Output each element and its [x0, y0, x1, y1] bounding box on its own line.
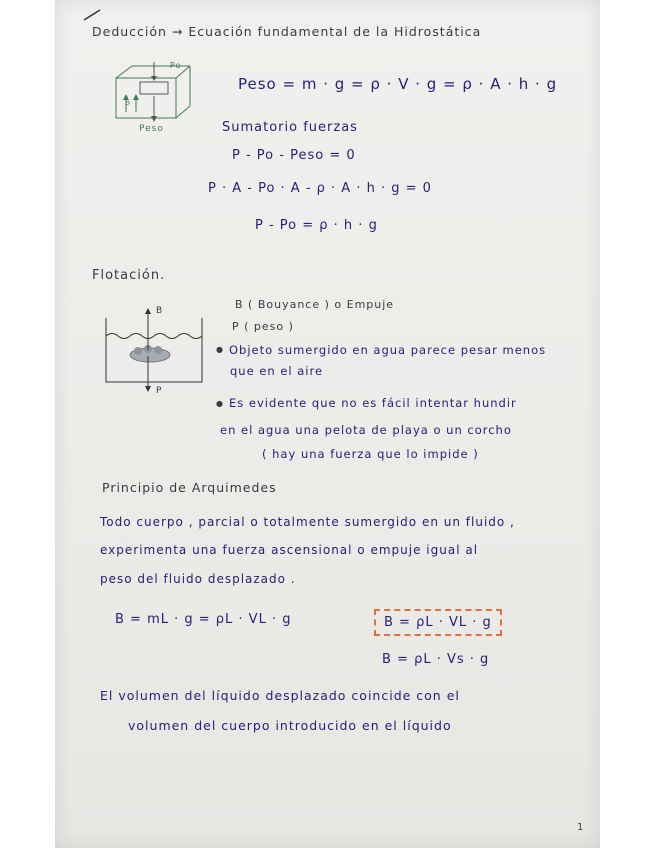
- definition-weight: P ( peso ): [232, 320, 294, 333]
- principle-line-1: Todo cuerpo , parcial o totalmente sumergido en un fluido ,: [100, 515, 515, 529]
- subtitle-sum-forces: Sumatorio fuerzas: [222, 120, 358, 135]
- pen-stroke-mark: [82, 8, 102, 22]
- bullet1-line1: Objeto sumergido en agua parece pesar menos: [229, 343, 547, 357]
- equation-balance-1: P - Po - Peso = 0: [232, 148, 356, 163]
- equation-buoyancy-mass: B = mL · g = ρL · VL · g: [115, 612, 292, 627]
- buoyancy-diagram: [100, 300, 210, 400]
- label-po: Po: [170, 61, 182, 70]
- section-heading-flotacion: Flotación.: [92, 268, 166, 283]
- equation-result: P - Po = ρ · h · g: [255, 218, 378, 233]
- label-p: P: [125, 100, 131, 109]
- equation-weight: Peso = m · g = ρ · V · g = ρ · A · h · g: [238, 75, 558, 93]
- principle-line-2: experimenta una fuerza ascensional o empuje igual al: [100, 543, 479, 557]
- page-number: 1: [577, 822, 585, 833]
- definition-buoyancy: B ( Bouyance ) o Empuje: [235, 298, 395, 311]
- equation-buoyancy-boxed: B = ρL · VL · g: [374, 609, 502, 636]
- principle-line-3: peso del fluido desplazado .: [100, 572, 296, 586]
- bullet2-line1: Es evidente que no es fácil intentar hundir: [229, 396, 517, 410]
- label-buoyancy-b: B: [156, 306, 164, 316]
- equation-balance-2: P · A - Po · A - ρ · A · h · g = 0: [208, 181, 432, 196]
- bullet2-line2: en el agua una pelota de playa o un corcho: [220, 423, 512, 437]
- bullet-dot: ●: [216, 399, 224, 408]
- section-heading-arquimedes: Principio de Arquimedes: [102, 480, 277, 495]
- conclusion-line-2: volumen del cuerpo introducido en el líquido: [128, 718, 452, 733]
- equation-buoyancy-solid-volume: B = ρL · Vs · g: [382, 652, 490, 667]
- bullet-dot: ●: [216, 345, 224, 354]
- bullet1-line2: que en el aire: [230, 364, 324, 378]
- conclusion-line-1: El volumen del líquido desplazado coincide con el: [100, 688, 460, 703]
- page-title: Deducción → Ecuación fundamental de la Hidrostática: [92, 24, 482, 39]
- bullet2-line3: ( hay una fuerza que lo impide ): [262, 447, 479, 461]
- label-weight-p: P: [156, 386, 163, 396]
- label-peso: Peso: [139, 124, 164, 134]
